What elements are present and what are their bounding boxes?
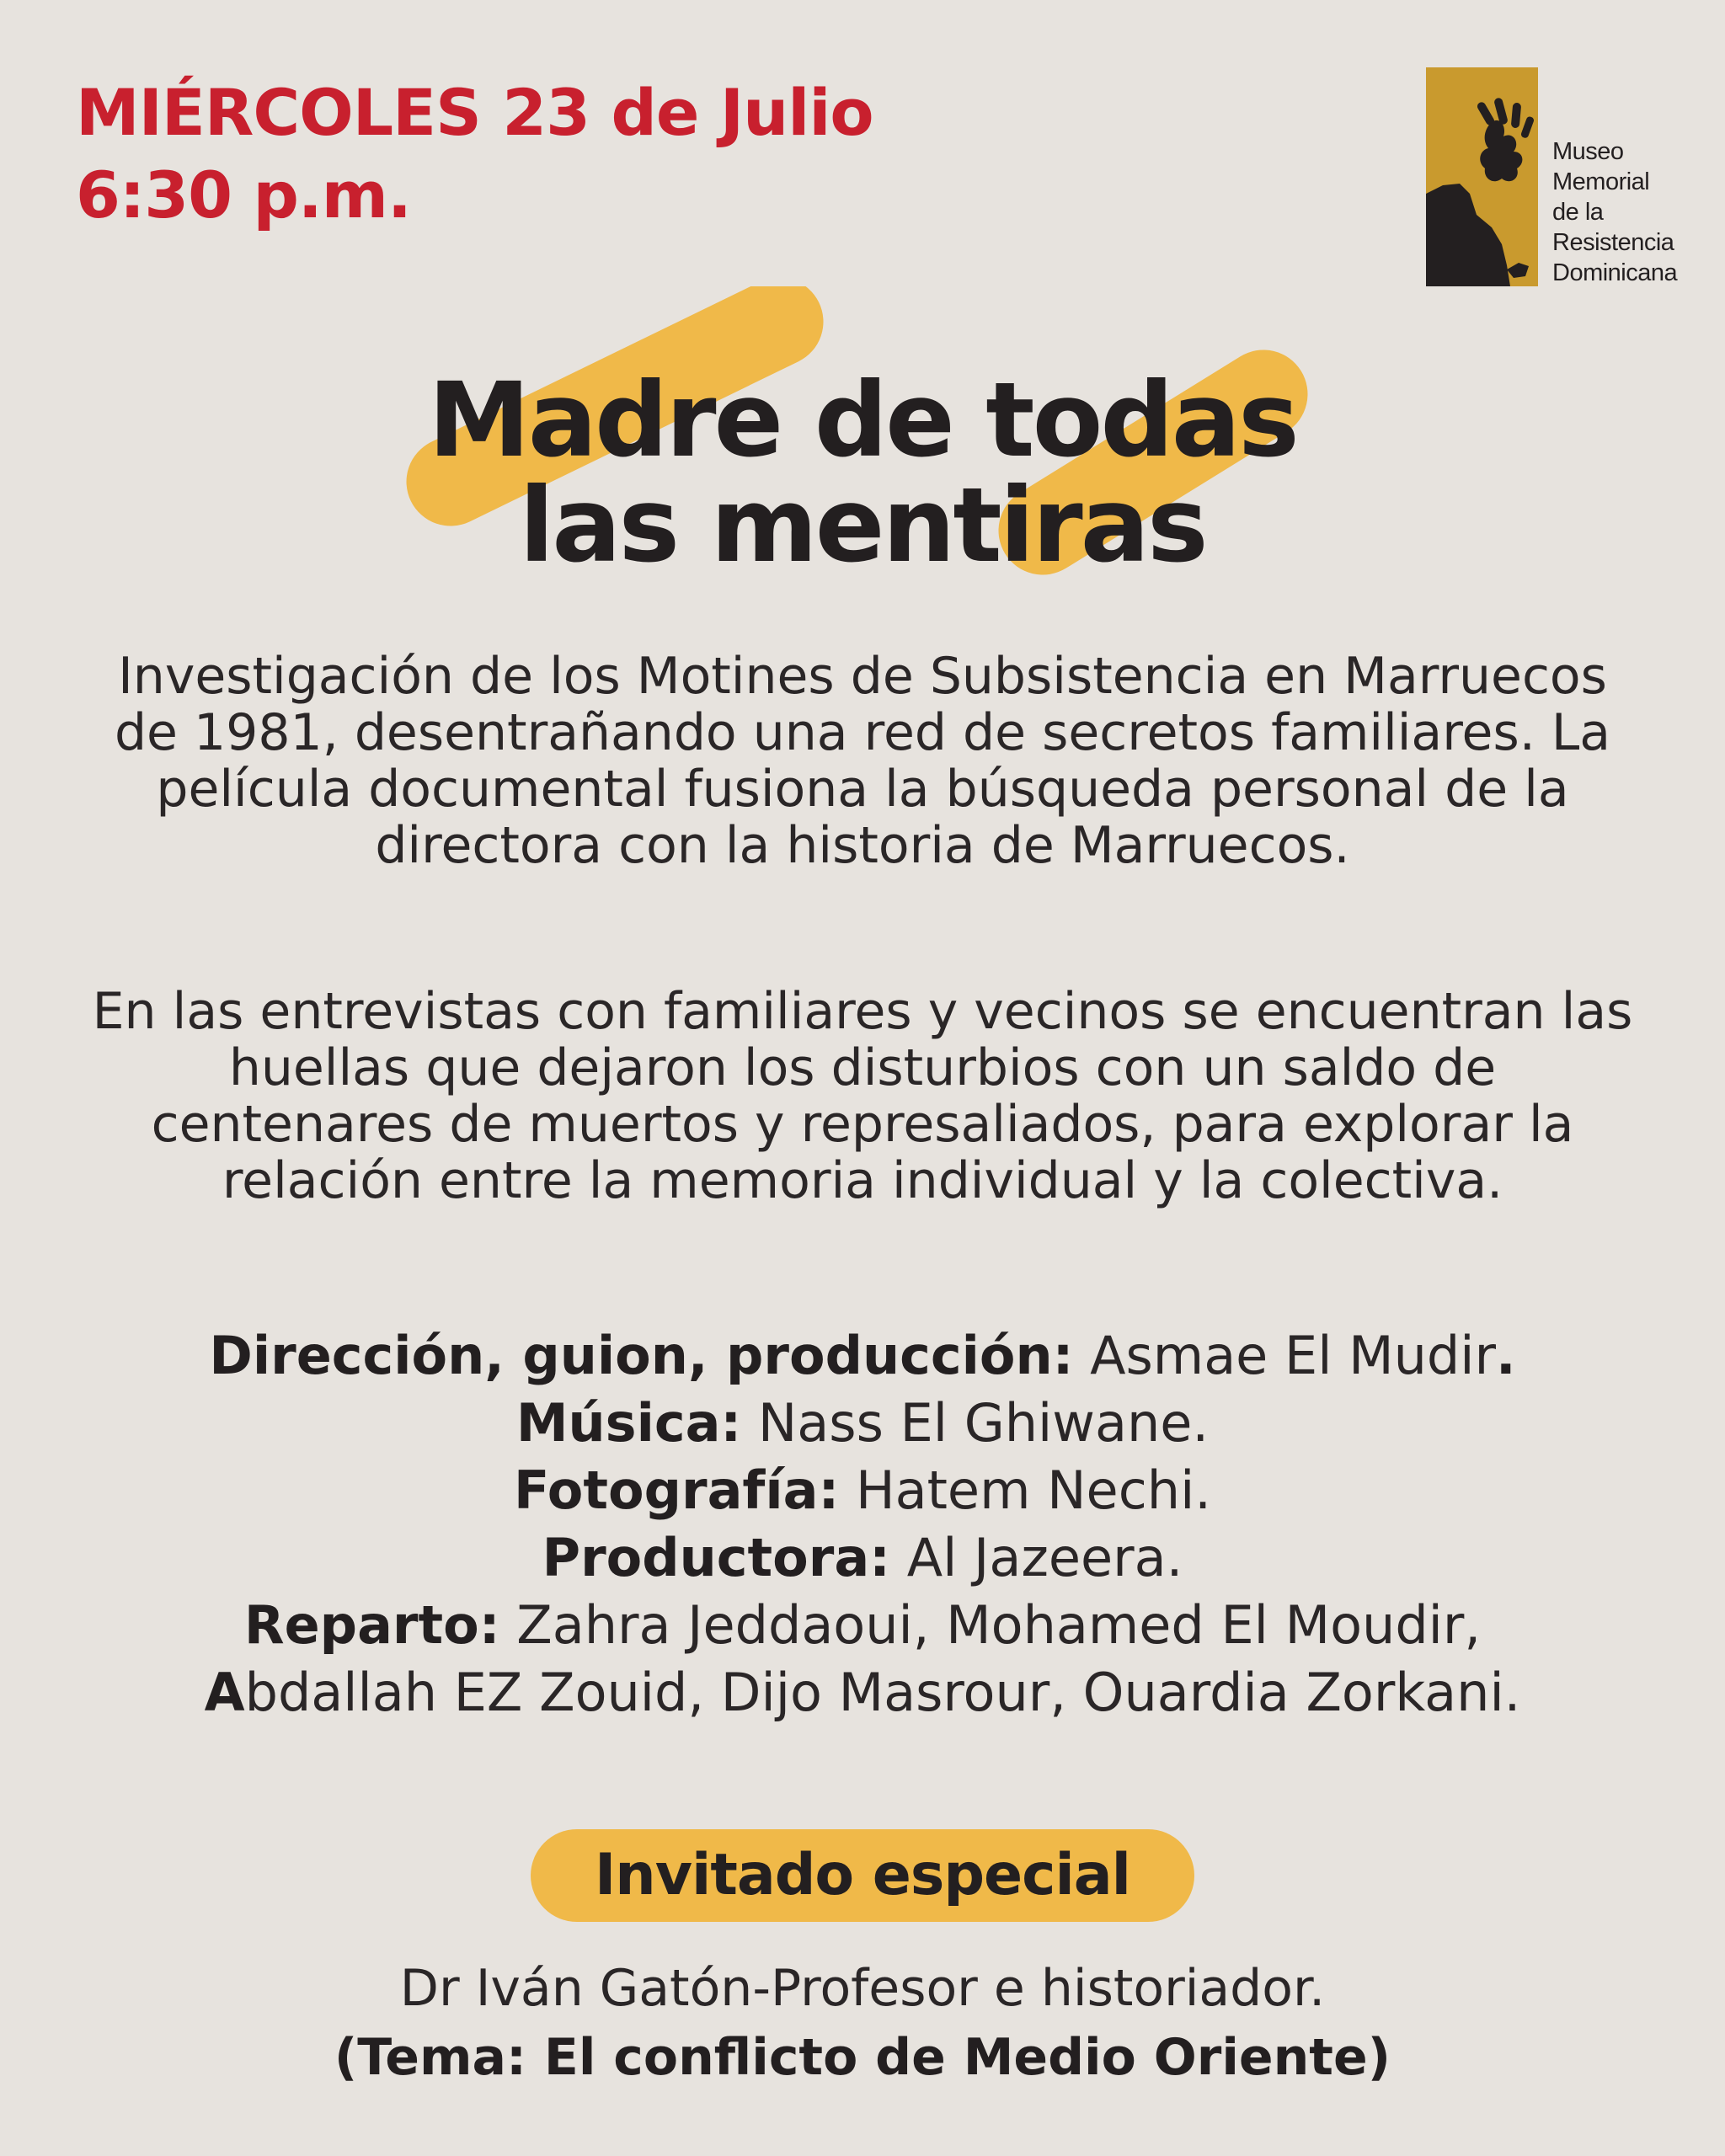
credit-reparto-line2 [51,1659,1674,1726]
event-date-time [76,72,873,237]
credit-musica [51,1390,1674,1457]
description-paragraph-2: En las entrevistas con familiares y vecinos se encuentran las huellas que dejaron los disturbios con un saldo de centenares de muertos y represaliados, para explorar la relación entre la memoria individual y la colectiva. [92,982,1633,1210]
credit-label: Fotografía: [513,1460,840,1521]
credit-productora [51,1524,1674,1592]
credit-value: bdallah EZ Zouid, Dijo Masrour, Ouardia Zorkani. [244,1662,1521,1723]
credit-label: Reparto: [243,1594,500,1656]
logo-line: Memorial [1552,168,1650,195]
film-title-block [0,286,1725,590]
logo-line: Museo [1552,138,1624,165]
credit-value: Hatem Nechi. [839,1460,1212,1521]
event-date: MIÉRCOLES 23 de Julio [76,75,873,150]
event-time: 6:30 p.m. [76,157,411,232]
logo-line: de la [1552,199,1604,226]
guest-name: Dr Iván Gatón-Profesor e historiador. [399,1959,1326,2018]
logo-line: Resistencia [1552,229,1674,256]
credit-direccion [51,1322,1674,1390]
credit-initial: A [204,1662,245,1723]
credit-label: Dirección, guion, producción: [209,1325,1074,1386]
film-title-line2: las mentiras [519,466,1206,585]
special-guest-badge: Invitado especial [531,1829,1194,1922]
museum-name [1552,136,1677,288]
handprint-map-icon [1426,67,1538,286]
description-paragraph-1: Investigación de los Motines de Subsistencia en Marruecos de 1981, desentrañando una red de secretos familiares. La película documental fusiona la búsqueda personal de la directora con la historia de Marruecos. [114,647,1611,875]
credit-label: Productora: [542,1527,890,1588]
credit-value: Zahra Jeddaoui, Mohamed El Moudir, [499,1594,1482,1656]
credit-value: Nass El Ghiwane. [741,1392,1210,1454]
logo-line: Dominicana [1552,259,1678,286]
credit-value: Al Jazeera. [889,1527,1183,1588]
credit-label: Música: [515,1392,742,1454]
credit-fotografia [51,1457,1674,1524]
special-guest-info [0,1954,1725,2092]
credit-end: . [1496,1325,1516,1386]
credit-value: Asmae El Mudir [1073,1325,1497,1386]
guest-topic: (Tema: El conflicto de Medio Oriente) [334,2028,1391,2087]
credit-reparto [51,1592,1674,1659]
film-credits [51,1322,1674,1726]
film-title-line1: Madre de todas [428,360,1297,480]
museum-logo [1426,67,1679,288]
film-title [0,360,1725,585]
